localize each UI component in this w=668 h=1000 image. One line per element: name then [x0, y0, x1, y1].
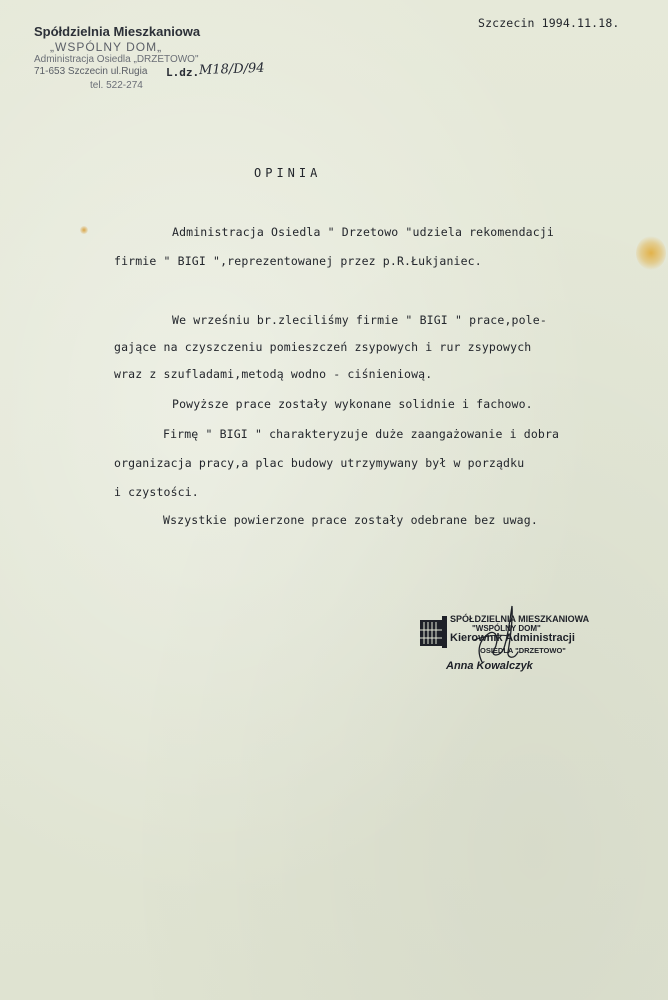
stamp-administration: Administracja Osiedla „DRZETOWO" — [34, 54, 199, 65]
body-line: Powyższe prace zostały wykonane solidnie i fachowo. — [172, 397, 533, 411]
body-line: Administracja Osiedla " Drzetowo "udziela rekomendacji — [172, 225, 554, 239]
stamp-cooperative-name: Spółdzielnia Mieszkaniowa — [34, 24, 201, 39]
cooperative-logo-icon — [420, 616, 448, 648]
stamp-housing-name: „WSPÓLNY DOM„ — [50, 40, 163, 54]
date-line: Szczecin 1994.11.18. — [478, 16, 620, 30]
body-line: gające na czyszczeniu pomieszczeń zsypowych i rur zsypowych — [114, 340, 532, 354]
stain-left — [80, 226, 88, 234]
body-line: i czystości. — [114, 485, 199, 499]
body-line: Firmę " BIGI " charakteryzuje duże zaangażowanie i dobra — [163, 427, 560, 441]
document-title: OPINIA — [254, 166, 322, 180]
sig-stamp-position: Kierownik Administracji — [450, 632, 575, 644]
stamp-address: 71-653 Szczecin ul.Rugia — [34, 66, 148, 77]
reference-number: M18/D/94 — [198, 60, 265, 79]
sig-stamp-estate: OSIEDLA "DRZETOWO" — [480, 646, 566, 655]
signatory-name: Anna Kowalczyk — [446, 660, 533, 672]
body-line: Wszystkie powierzone prace zostały odebrane bez uwag. — [163, 513, 538, 527]
body-line: firmie " BIGI ",reprezentowanej przez p.R.Łukjaniec. — [114, 254, 482, 268]
body-line: We wrześniu br.zleciliśmy firmie " BIGI " prace,pole- — [172, 313, 547, 327]
sig-stamp-housing: "WSPÓLNY DOM" — [472, 624, 541, 633]
stain-right — [636, 236, 666, 270]
stamp-phone: tel. 522-274 — [90, 80, 143, 91]
body-line: wraz z szufladami,metodą wodno - ciśnieniową. — [114, 367, 433, 381]
handwritten-signature — [470, 600, 530, 670]
reference-label: L.dz. — [166, 66, 200, 79]
body-line: organizacja pracy,a plac budowy utrzymywany był w porządku — [114, 456, 525, 470]
sig-stamp-cooperative: SPÓŁDZIELNIA MIESZKANIOWA — [450, 614, 590, 624]
